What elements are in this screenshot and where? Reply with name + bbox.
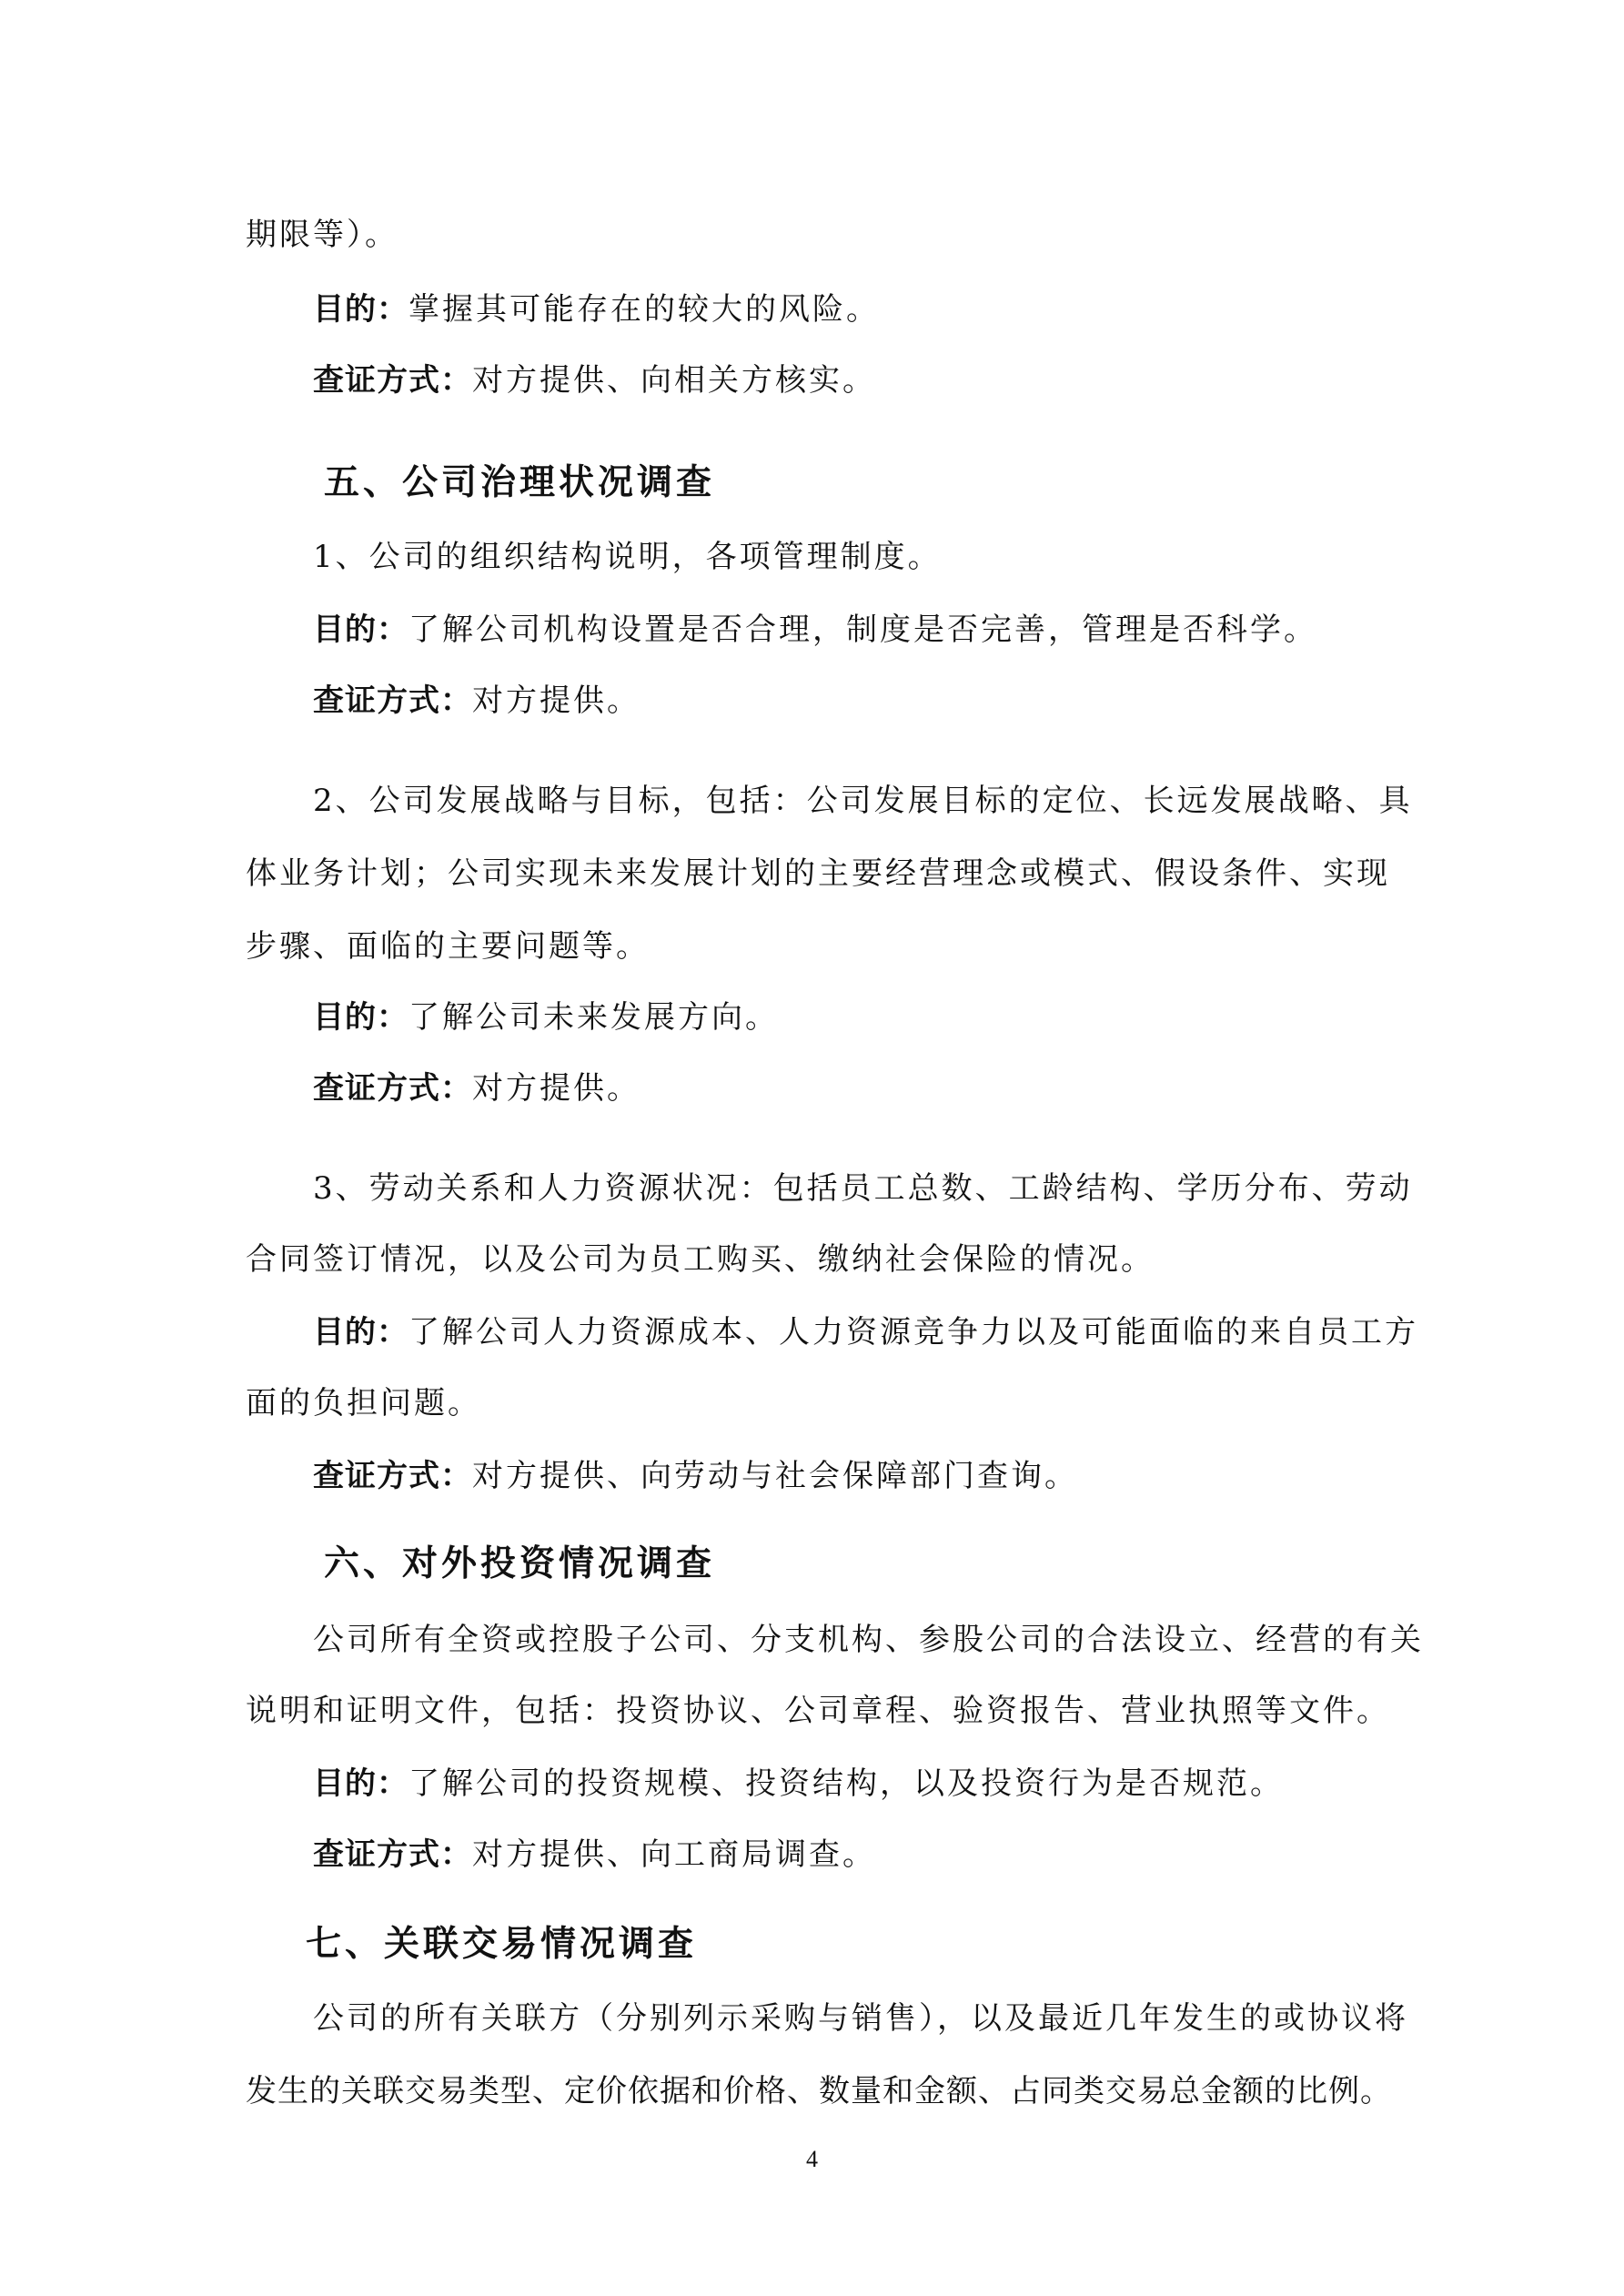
s5-item2-verify bbox=[313, 1068, 641, 1108]
verify-label: 查证方式： bbox=[313, 362, 472, 399]
s6-line2: 说明和证明文件，包括：投资协议、公司章程、验资报告、营业执照等文件。 bbox=[246, 1693, 1390, 1729]
s6-purpose bbox=[313, 1764, 1284, 1804]
intro-purpose bbox=[313, 289, 880, 329]
section6-heading: 六、对外投资情况调查 bbox=[324, 1543, 716, 1584]
s7-line2: 发生的关联交易类型、定价依据和价格、数量和金额、占同类交易总金额的比例。 bbox=[246, 2073, 1392, 2109]
s6-line1: 公司所有全资或控股子公司、分支机构、参股公司的合法设立、经营的有关 bbox=[313, 1622, 1424, 1658]
purpose-text: 了解公司人力资源成本、人力资源竞争力以及可能面临的来自员工方 bbox=[409, 1314, 1418, 1350]
verify-text: 对方提供、向劳动与社会保障部门查询。 bbox=[472, 1458, 1078, 1494]
section7-heading: 七、关联交易情况调查 bbox=[306, 1924, 698, 1965]
continuation-line: 期限等）。 bbox=[246, 217, 398, 253]
verify-text: 对方提供、向相关方核实。 bbox=[472, 362, 876, 399]
page-number: 4 bbox=[806, 2146, 818, 2172]
purpose-label: 目的： bbox=[313, 1765, 409, 1802]
purpose-label: 目的： bbox=[313, 999, 409, 1036]
purpose-label: 目的： bbox=[313, 612, 409, 648]
s5-item3-line1: 3、劳动关系和人力资源状况：包括员工总数、工龄结构、学历分布、劳动 bbox=[313, 1170, 1413, 1207]
s5-item1-purpose bbox=[313, 610, 1317, 650]
s5-item2-line2: 体业务计划；公司实现未来发展计划的主要经营理念或模式、假设条件、实现 bbox=[246, 855, 1390, 892]
purpose-text: 掌握其可能存在的较大的风险。 bbox=[409, 291, 880, 328]
verify-text: 对方提供、向工商局调查。 bbox=[472, 1836, 876, 1873]
purpose-label: 目的： bbox=[313, 1314, 409, 1350]
s5-item3-line2: 合同签订情况，以及公司为员工购买、缴纳社会保险的情况。 bbox=[246, 1241, 1155, 1278]
verify-label: 查证方式： bbox=[313, 683, 472, 719]
s7-line1: 公司的所有关联方（分别列示采购与销售），以及最近几年发生的或协议将 bbox=[313, 2000, 1408, 2037]
verify-label: 查证方式： bbox=[313, 1458, 472, 1494]
verify-label: 查证方式： bbox=[313, 1070, 472, 1107]
s5-item1-verify bbox=[313, 681, 641, 721]
s6-verify bbox=[313, 1835, 876, 1875]
purpose-text: 了解公司未来发展方向。 bbox=[409, 999, 779, 1036]
purpose-text: 了解公司机构设置是否合理，制度是否完善，管理是否科学。 bbox=[409, 612, 1317, 648]
s5-item2-line1: 2、公司发展战略与目标，包括：公司发展目标的定位、长远发展战略、具 bbox=[313, 783, 1413, 819]
s5-item3-verify bbox=[313, 1456, 1078, 1496]
purpose-text: 了解公司的投资规模、投资结构，以及投资行为是否规范。 bbox=[409, 1765, 1284, 1802]
section5-heading: 五、公司治理状况调查 bbox=[324, 462, 716, 503]
purpose-label: 目的： bbox=[313, 291, 409, 328]
verify-text: 对方提供。 bbox=[472, 1070, 641, 1107]
s5-item2-purpose bbox=[313, 997, 779, 1037]
s5-item1-text: 1、公司的组织结构说明，各项管理制度。 bbox=[313, 539, 942, 575]
verify-text: 对方提供。 bbox=[472, 683, 641, 719]
verify-label: 查证方式： bbox=[313, 1836, 472, 1873]
s5-item3-purpose bbox=[313, 1312, 1418, 1352]
intro-verify bbox=[313, 360, 876, 400]
s5-item2-line3: 步骤、面临的主要问题等。 bbox=[246, 928, 650, 965]
s5-item3-purpose-cont: 面的负担问题。 bbox=[246, 1385, 481, 1421]
